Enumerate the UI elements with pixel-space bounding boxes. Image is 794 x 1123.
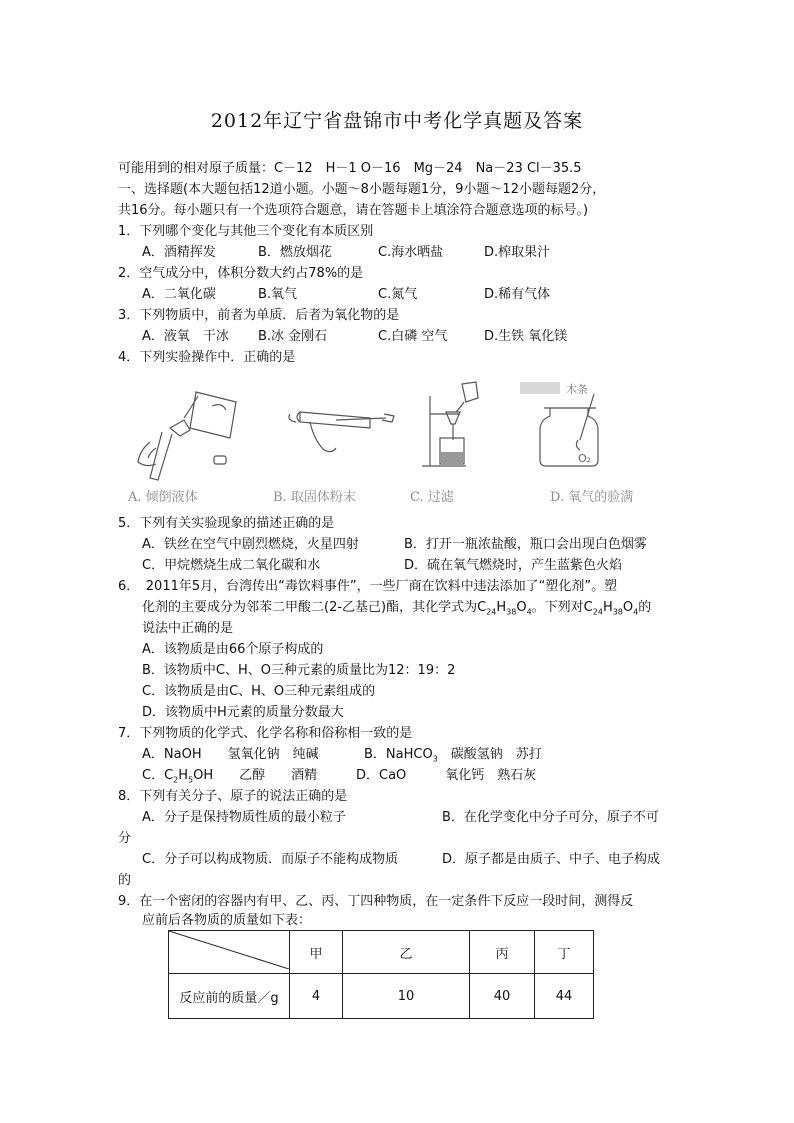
q6-text: 化剂的主要成分为邻苯二甲酸二(2-乙基己)酯，其化学式为C <box>142 600 487 615</box>
sub: 5 <box>188 775 194 785</box>
sub: 24 <box>592 607 603 617</box>
q3-option-b: B.冰 金刚石 <box>258 329 328 344</box>
q6-text: 。下列对C <box>531 600 593 615</box>
q3-option-d: D.生铁 氧化镁 <box>484 329 568 344</box>
sub: 38 <box>506 607 517 617</box>
q1-option-b: B．燃放烟花 <box>258 245 332 260</box>
pouring-liquid-drawing <box>128 378 258 483</box>
oxygen-test-drawing <box>520 378 630 483</box>
table-row <box>169 974 594 1019</box>
q8-option-d: D．原子都是由质子、中子、电子构成 <box>442 852 661 867</box>
sub: 38 <box>612 607 623 617</box>
q2-option-c: C.氮气 <box>378 287 418 302</box>
q7-text: C．C <box>142 768 174 783</box>
q4-figures <box>118 378 678 508</box>
q8-option-c: C．分子可以构成物质．而原子不能构成物质 <box>142 852 399 867</box>
caption-b: B. 取固体粉末 <box>273 490 356 505</box>
q5-option-a: A．铁丝在空气中剧烈燃烧，火星四射 <box>142 537 359 552</box>
filtration-drawing <box>416 378 516 483</box>
header-jia: 甲 <box>290 931 343 974</box>
table-header-row <box>169 931 594 974</box>
sub: 4 <box>633 607 639 617</box>
diagonal-header-cell <box>169 931 290 974</box>
q5-option-b: B．打开一瓶浓盐酸，瓶口会出现白色烟雾 <box>404 537 647 552</box>
o2-label: O₂ <box>578 452 592 465</box>
q9-mass-table <box>168 930 594 1019</box>
q5-option-d: D．硫在氧气燃烧时，产生蓝紫色火焰 <box>404 558 623 573</box>
stick-label: 木条 <box>566 383 588 396</box>
q6-stem-line2 <box>142 599 651 622</box>
q8-option-b: B．在化学变化中分子可分，原子不可 <box>442 810 659 825</box>
q6-text: 的 <box>638 600 652 615</box>
header-bing: 丙 <box>470 931 535 974</box>
value-jia: 4 <box>290 974 343 1019</box>
q3-option-a: A．液氧 干冰 <box>142 329 229 344</box>
q9-stem-line2: 应前后各物质的质量如下表： <box>142 913 312 928</box>
section-heading-line1: 一、选择题(本大题包括12道小题。小题～8小题每题1分，9小题～12小题每题2分， <box>118 182 606 197</box>
q7-option-c <box>142 767 317 790</box>
q8-stem: 8．下列有关分子、原子的说法正确的是 <box>118 789 348 804</box>
figure-solid-powder <box>276 378 406 483</box>
figure-filtration <box>416 378 516 483</box>
sub: 3 <box>432 754 438 764</box>
q8-option-a: A．分子是保持物质性质的最小粒子 <box>142 810 346 825</box>
q6-stem-line3: 说法中正确的是 <box>142 621 234 636</box>
q7-option-d: D．CaO 氧化钙 熟石灰 <box>356 768 537 783</box>
q3-stem: 3．下列物质中，前者为单质．后者为氧化物的是 <box>118 308 400 323</box>
q6-text: H <box>602 600 613 615</box>
figure-pouring-liquid <box>128 378 258 483</box>
q7-option-b <box>364 746 542 769</box>
sub: 4 <box>526 607 532 617</box>
sub: 24 <box>486 607 497 617</box>
q1-option-c: C.海水晒盐 <box>378 245 444 260</box>
value-yi: 10 <box>343 974 470 1019</box>
figure-oxygen-test <box>520 378 630 483</box>
q2-option-d: D.稀有气体 <box>484 287 551 302</box>
atomic-mass-line: 可能用到的相对原子质量：C－12 H－1 O－16 Mg－24 Na－23 Cl－35.5 <box>118 161 582 176</box>
q1-option-d: D.榨取果汁 <box>484 245 551 260</box>
q7-text: H <box>178 768 189 783</box>
caption-a: A. 倾倒液体 <box>128 490 198 505</box>
solid-powder-drawing <box>276 378 406 483</box>
q6-option-b: B．该物质中C、H、O三种元素的质量比为12：19：2 <box>142 663 456 678</box>
q6-option-a: A．该物质是由66个原子构成的 <box>142 642 324 657</box>
value-bing: 40 <box>470 974 535 1019</box>
q9-stem-line1: 9．在一个密闭的容器内有甲、乙、丙、丁四种物质，在一定条件下反应一段时间，测得反 <box>118 894 634 909</box>
header-ding: 丁 <box>535 931 594 974</box>
q7-option-a: A．NaOH 氢氧化钠 纯碱 <box>142 747 319 762</box>
q7-text: 碳酸氢钠 苏打 <box>437 747 542 762</box>
q6-text: O <box>622 600 634 615</box>
q2-option-b: B.氧气 <box>258 287 298 302</box>
q1-option-a: A．酒精挥发 <box>142 245 216 260</box>
q7-text: B．NaHCO <box>364 747 433 762</box>
q7-text: OH 乙醇 酒精 <box>193 768 318 783</box>
q2-stem: 2．空气成分中，体积分数大约占78%的是 <box>118 266 364 281</box>
row-label: 反应前的质量／g <box>169 974 290 1019</box>
q3-option-c: C.白磷 空气 <box>378 329 448 344</box>
q2-option-a: A．二氧化碳 <box>142 287 216 302</box>
sub: 2 <box>173 775 179 785</box>
header-yi: 乙 <box>343 931 470 974</box>
q6-option-c: C．该物质是由C、H、O三种元素组成的 <box>142 684 376 699</box>
q6-stem-line1: 6． 2011年5月，台湾传出“毒饮料事件”，一些厂商在饮料中违法添加了“塑化剂”。塑 <box>118 579 618 594</box>
value-ding: 44 <box>535 974 594 1019</box>
q6-text: H <box>496 600 507 615</box>
q7-stem: 7．下列物质的化学式、化学名称和俗称相一致的是 <box>118 726 413 741</box>
diagonal-line <box>169 931 289 969</box>
q8-option-b-continued: 分 <box>118 831 132 846</box>
q6-option-d: D．该物质中H元素的质量分数最大 <box>142 705 344 720</box>
q8-option-d-continued: 的 <box>118 873 132 888</box>
caption-c: C. 过滤 <box>410 490 454 505</box>
caption-d: D. 氧气的验满 <box>550 490 634 505</box>
q6-text: O <box>516 600 527 615</box>
page-title: 2012年辽宁省盘锦市中考化学真题及答案 <box>210 110 584 132</box>
q5-stem: 5．下列有关实验现象的描述正确的是 <box>118 516 335 531</box>
q5-option-c: C．甲烷燃烧生成二氧化碳和水 <box>142 558 321 573</box>
q4-stem: 4．下列实验操作中．正确的是 <box>118 350 296 365</box>
section-heading-line2: 共16分。每小题只有一个选项符合题意，请在答题卡上填涂符合题意选项的标号。) <box>118 203 589 218</box>
q1-stem: 1．下列哪个变化与其他三个变化有本质区别 <box>118 224 374 239</box>
